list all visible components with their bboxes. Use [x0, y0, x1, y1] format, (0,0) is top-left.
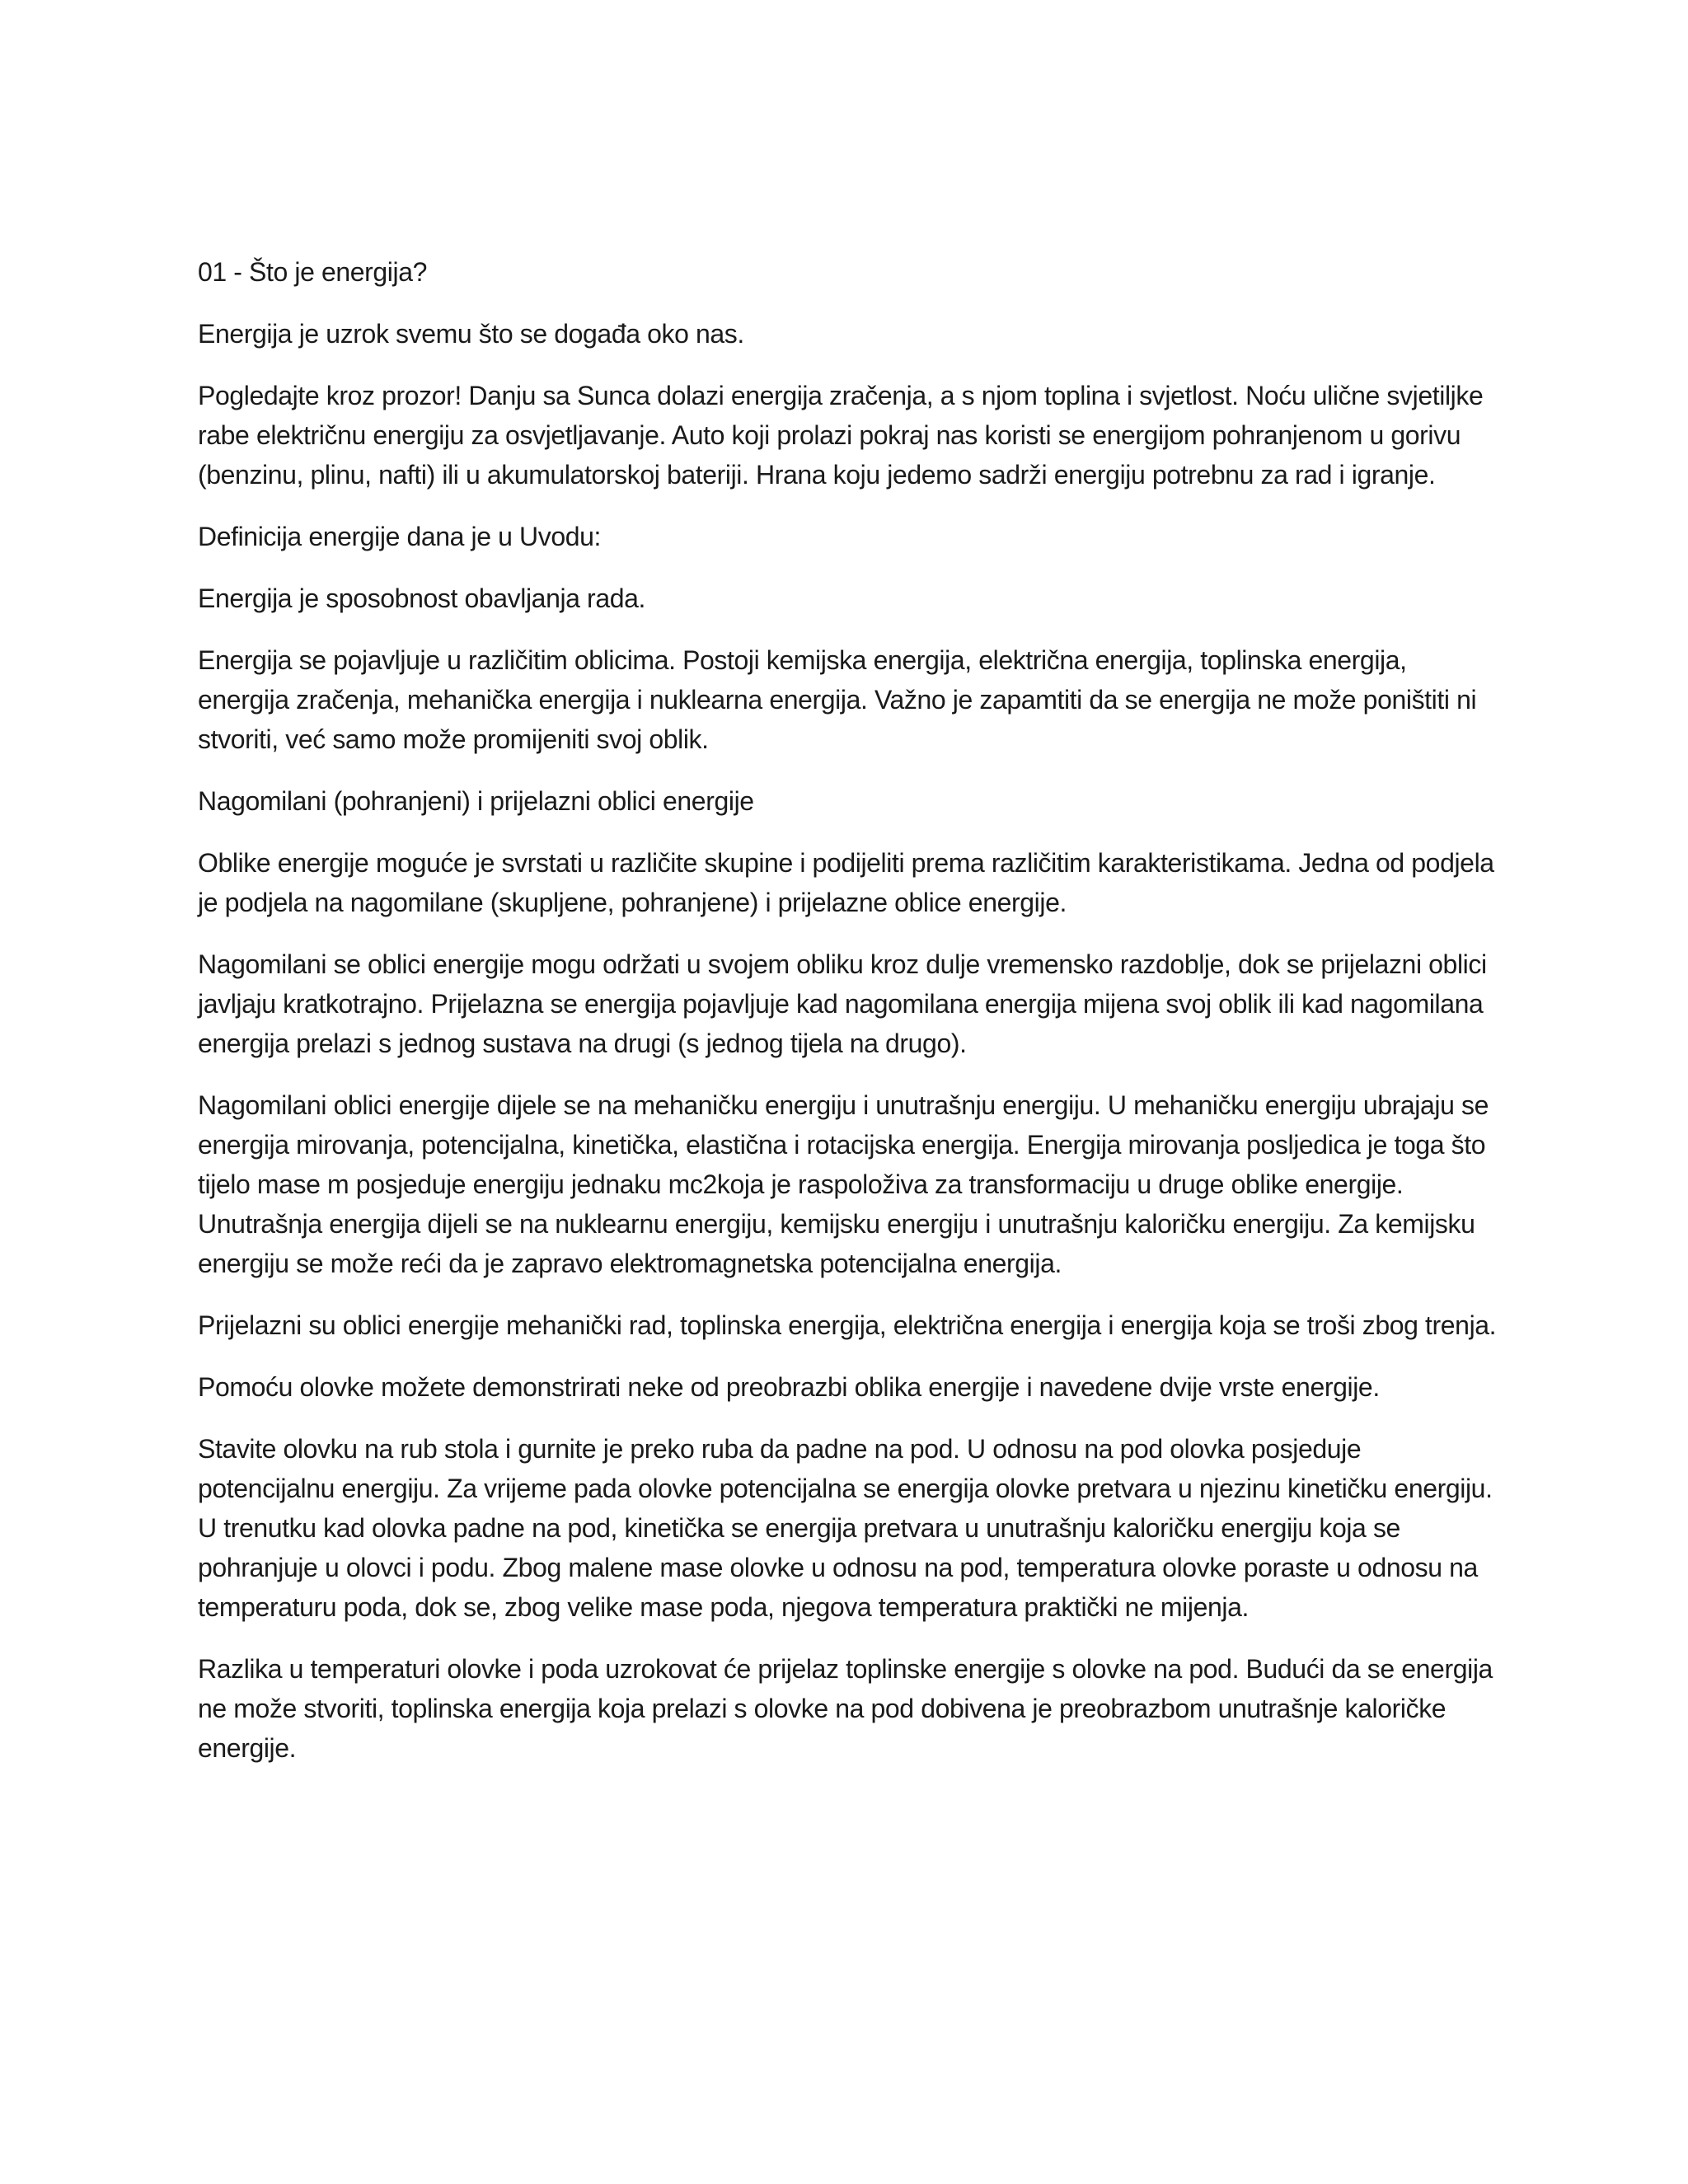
paragraph-stored-forms: Nagomilani oblici energije dijele se na mehaničku energiju i unutrašnju energiju. U mehaničku energiju ubrajaju se energija mirovanja, potencijalna, kinetička, elastična i rotacijska energija. Energija mirovanja posljedica je toga što tijelo mase m posjeduje energiju jednaku mc2koja je raspoloživa za transformaciju u druge oblike energije. Unutrašnja energija dijeli se na nuklearnu energiju, kemijsku energiju i unutrašnju kaloričku energiju. Za kemijsku energiju se može reći da je zapravo elektromagnetska potencijalna energija. — [198, 1090, 1489, 1278]
paragraph-window: Pogledajte kroz prozor! Danju sa Sunca dolazi energija zračenja, a s njom toplina i svjetlost. Noću ulične svjetiljke rabe električnu energiju za osvjetljavanje. Auto koji prolazi pokraj nas koristi se energijom pohranjenom u gorivu (benzinu, plinu, nafti) ili u akumulatorskoj bateriji. Hrana koju jedemo sadrži energiju potrebnu za rad i igranje. — [198, 381, 1484, 490]
paragraph-temperature-difference: Razlika u temperaturi olovke i poda uzrokovat će prijelaz toplinske energije s olovke na pod. Budući da se energija ne može stvoriti, toplinska energija koja prelazi s olovke na pod dobivena je preobrazbom unutrašnje kaloričke energije. — [198, 1654, 1493, 1763]
paragraph-definition-intro: Definicija energije dana je u Uvodu: — [198, 522, 602, 551]
document-heading: 01 - Što je energija? — [198, 257, 428, 287]
paragraph-pencil-demo: Pomoću olovke možete demonstrirati neke od preobrazbi oblika energije i navedene dvije vrste energije. — [198, 1372, 1380, 1402]
paragraph-pencil-fall: Stavite olovku na rub stola i gurnite je preko ruba da padne na pod. U odnosu na pod olovka posjeduje potencijalnu energiju. Za vrijeme pada olovke potencijalna se energija olovke pretvara u njezinu kinetičku energiju. U trenutku kad olovka padne na pod, kinetička se energija pretvara u unutrašnju kaloričku energiju koja se pohranjuje u olovci i podu. Zbog malene mase olovke u odnosu na pod, temperatura olovke poraste u odnosu na temperaturu poda, dok se, zbog velike mase poda, njegova temperatura praktički ne mijenja. — [198, 1434, 1493, 1622]
paragraph-classification: Oblike energije moguće je svrstati u različite skupine i podijeliti prema različitim karakteristikama. Jedna od podjela je podjela na nagomilane (skupljene, pohranjene) i prijelazne oblice energije. — [198, 848, 1494, 917]
document-page — [198, 252, 1500, 1790]
section-title-stored-transitional: Nagomilani (pohranjeni) i prijelazni oblici energije — [198, 786, 754, 816]
paragraph-forms: Energija se pojavljuje u različitim oblicima. Postoji kemijska energija, električna energija, toplinska energija, energija zračenja, mehanička energija i nuklearna energija. Važno je zapamtiti da se energija ne može poništiti ni stvoriti, već samo može promijeniti svoj oblik. — [198, 645, 1477, 754]
paragraph-transitional-forms: Prijelazni su oblici energije mehanički rad, toplinska energija, električna energija i energija koja se troši zbog trenja. — [198, 1310, 1497, 1340]
paragraph-definition: Energija je sposobnost obavljanja rada. — [198, 583, 645, 613]
paragraph-stored-vs-transitional: Nagomilani se oblici energije mogu održati u svojem obliku kroz dulje vremensko razdoblje, dok se prijelazni oblici javljaju kratkotrajno. Prijelazna se energija pojavljuje kad nagomilana energija mijena svoj oblik ili kad nagomilana energija prelazi s jednog sustava na drugi (s jednog tijela na drugo). — [198, 949, 1487, 1058]
paragraph-intro: Energija je uzrok svemu što se događa oko nas. — [198, 319, 744, 349]
